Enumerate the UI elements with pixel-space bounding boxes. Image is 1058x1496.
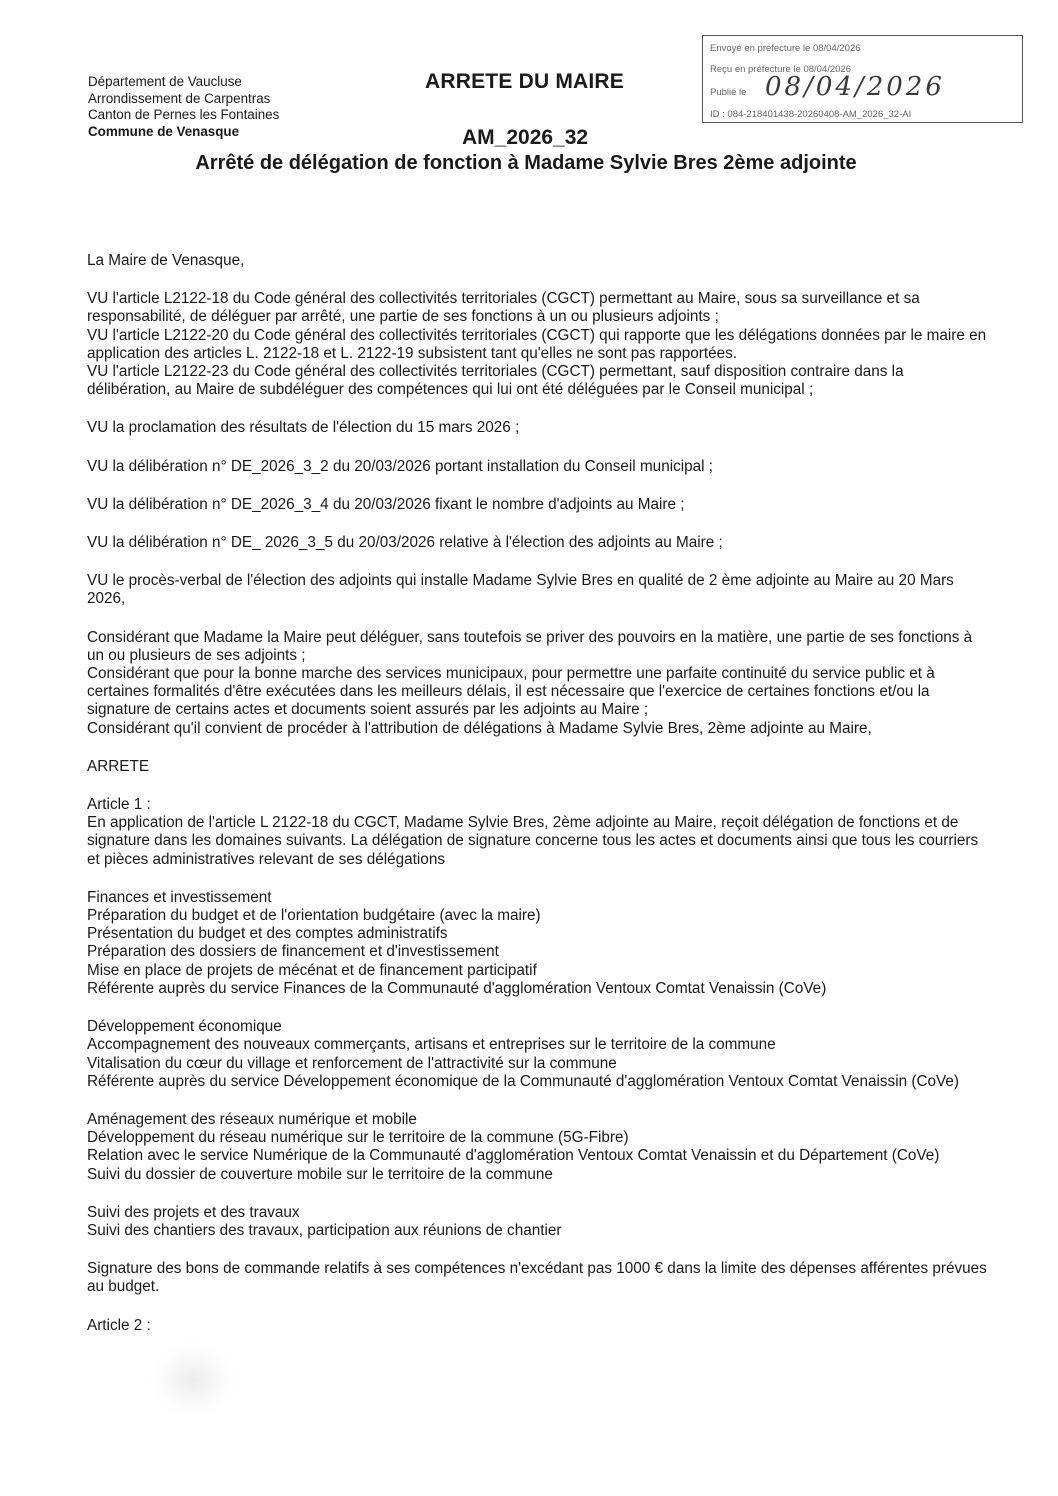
commune-line: Commune de Venasque	[88, 123, 240, 139]
finances-item: Référente auprès du service Finances de la Communauté d'agglomération Ventoux Comtat Venaissin (CoVe)	[87, 979, 827, 997]
arrondissement-line: Arrondissement de Carpentras	[88, 90, 271, 106]
canton-line: Canton de Pernes les Fontaines	[88, 107, 280, 122]
vu-paragraph: VU l'article L2122-20 du Code général des collectivités territoriales (CGCT) qui rapporte que les délégations données par le maire en application des articles L. 2122-18 et L. 2122-19 subsistent tant qu'elles ne sont pas rapportées.	[87, 326, 987, 362]
economie-item: Accompagnement des nouveaux commerçants, artisans et entreprises sur le territoire de la commune	[87, 1036, 776, 1054]
stamp-id: ID : 084-218401438-20260408-AM_2026_32-AI	[710, 109, 912, 120]
numerique-item: Suivi du dossier de couverture mobile sur le territoire de la commune	[87, 1165, 553, 1183]
considerant-paragraph: Considérant qu'il convient de procéder à l'attribution de délégations à Madame Sylvie Bres, 2ème adjointe au Maire,	[87, 719, 872, 737]
travaux-item: Suivi des chantiers des travaux, participation aux réunions de chantier	[87, 1221, 562, 1239]
document-body	[87, 252, 987, 1335]
document-subject	[0, 152, 1058, 175]
numerique-item: Développement du réseau numérique sur le territoire de la commune (5G-Fibre)	[87, 1129, 629, 1147]
stamp-publie-date: 08/04/2026	[765, 72, 945, 102]
intro-line: La Maire de Venasque,	[87, 252, 245, 269]
prefecture-stamp	[702, 35, 1023, 123]
document-reference: AM_2026_32	[462, 126, 589, 149]
travaux-heading: Suivi des projets et des travaux	[87, 1203, 300, 1221]
considerant-paragraph: Considérant que pour la bonne marche des services municipaux, pour permettre une parfaite continuité du service public et à certaines formalités d'être exécutées dans les meilleurs délais, il est nécessaire que l'exercice de certaines fonctions et/ou la signature de certains actes et documents soient assurés par les adjoints au Maire ;	[87, 665, 935, 719]
economie-item: Référente auprès du service Développement économique de la Communauté d'agglomération Ventoux Comtat Venaissin (CoVe)	[87, 1072, 959, 1090]
vu-paragraph: VU la délibération n° DE_2026_3_4 du 20/03/2026 fixant le nombre d'adjoints au Maire ;	[87, 495, 685, 513]
stamp-envoye: Envoyé en préfecture le 08/04/2026	[710, 43, 861, 54]
finances-item: Présentation du budget et des comptes administratifs	[87, 925, 448, 943]
departement-line: Département de Vaucluse	[88, 74, 242, 89]
vu-paragraph: VU l'article L2122-23 du Code général des collectivités territoriales (CGCT) permettant, sauf disposition contraire dans la délibération, au Maire de subdéléguer des compétences qui lui ont été déléguées par le Conseil municipal ;	[87, 363, 904, 399]
arrete-heading: ARRETE	[87, 757, 150, 775]
article-1-text: En application de l'article L 2122-18 du CGCT, Madame Sylvie Bres, 2ème adjointe au Maire, reçoit délégation de fonctions et de signature dans les domaines suivants. La délégation de signature concerne tous les actes et documents ainsi que tous les courriers et pièces administratives relevant de ses délégations	[87, 814, 979, 868]
vu-paragraph: VU la proclamation des résultats de l'élection du 15 mars 2026 ;	[87, 419, 520, 437]
document-title: ARRETE DU MAIRE	[425, 70, 625, 93]
vu-paragraph: VU le procès-verbal de l'élection des adjoints qui installe Madame Sylvie Bres en qualité de 2 ème adjointe au Maire au 20 Mars 2026,	[87, 572, 954, 608]
document-subject-text: Arrêté de délégation de fonction à Madame Sylvie Bres 2ème adjointe	[195, 152, 857, 174]
administrative-header	[88, 74, 279, 140]
stamp-publie-label: Publié le	[710, 87, 747, 98]
economie-item: Vitalisation du cœur du village et renforcement de l'attractivité sur la commune	[87, 1054, 617, 1072]
numerique-item: Relation avec le service Numérique de la Communauté d'agglomération Ventoux Comtat Venaissin et du Département (CoVe)	[87, 1147, 940, 1165]
article-2-title: Article 2 :	[87, 1316, 151, 1334]
article-1-title: Article 1 :	[87, 796, 151, 814]
considerant-paragraph: Considérant que Madame la Maire peut déléguer, sans toutefois se priver des pouvoirs en la matière, une partie de ses fonctions à un ou plusieurs de ses adjoints ;	[87, 628, 973, 664]
vu-paragraph: VU l'article L2122-18 du Code général des collectivités territoriales (CGCT) permettant au Maire, sous sa surveillance et sa responsabilité, de déléguer par arrêté, une partie de ses fonctions à un ou plusieurs adjoints ;	[87, 290, 920, 326]
finances-item: Mise en place de projets de mécénat et de financement participatif	[87, 961, 537, 979]
stamp-recu: Reçu en préfecture le 08/04/2026	[710, 64, 852, 75]
finances-heading: Finances et investissement	[87, 888, 272, 906]
numerique-heading: Aménagement des réseaux numérique et mobile	[87, 1110, 417, 1128]
vu-paragraph: VU la délibération n° DE_ 2026_3_5 du 20/03/2026 relative à l'élection des adjoints au Maire ;	[87, 534, 723, 552]
economie-heading: Développement économique	[87, 1018, 282, 1036]
signature-paragraph: Signature des bons de commande relatifs à ses compétences n'excédant pas 1000 € dans la limite des dépenses afférentes prévues au budget.	[87, 1260, 987, 1296]
finances-item: Préparation des dossiers de financement et d'investissement	[87, 943, 499, 961]
scan-smudge	[148, 1340, 238, 1420]
vu-paragraph: VU la délibération n° DE_2026_3_2 du 20/03/2026 portant installation du Conseil municipal ;	[87, 457, 714, 475]
finances-item: Préparation du budget et de l'orientation budgétaire (avec la maire)	[87, 907, 541, 925]
